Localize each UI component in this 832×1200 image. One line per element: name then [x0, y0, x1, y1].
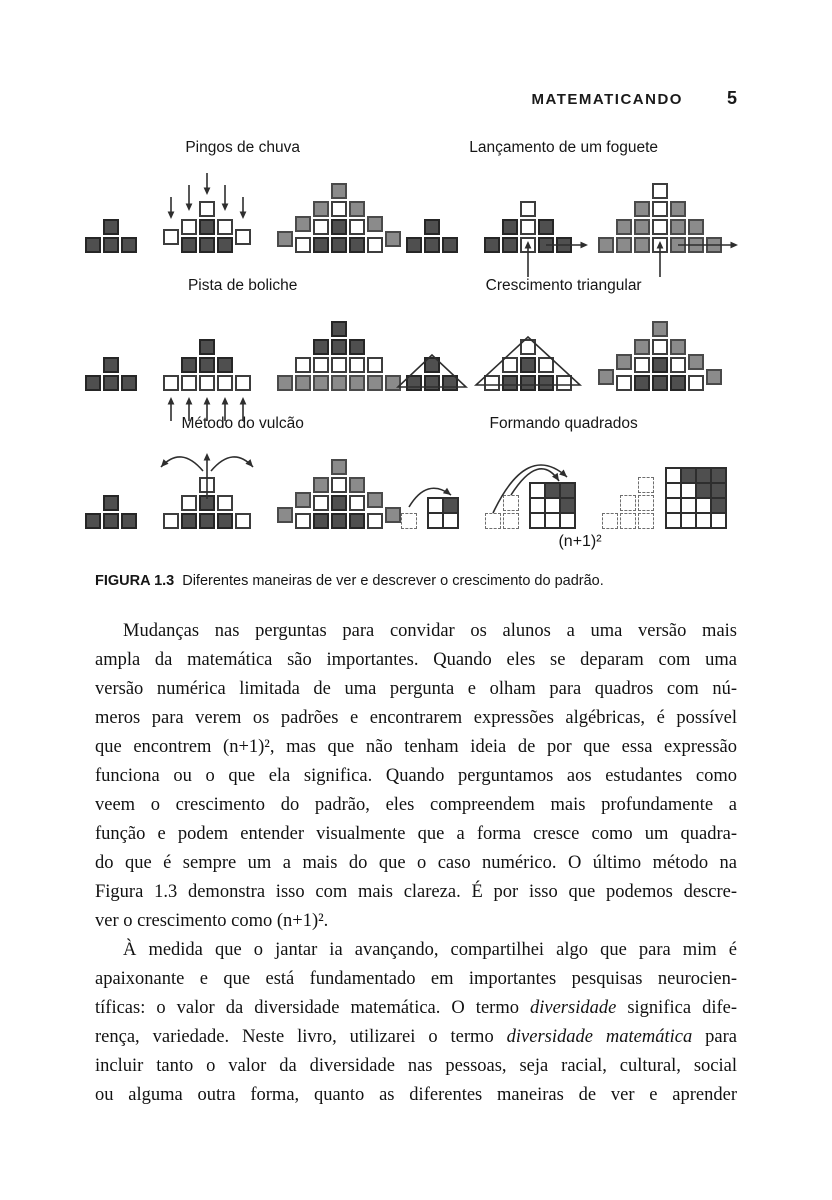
- pattern-cell: [181, 513, 197, 529]
- arrow-head-icon: [239, 397, 246, 405]
- grid-cell: [681, 468, 696, 483]
- curved-arrow-icon: [161, 457, 203, 471]
- pattern-cell: [349, 495, 365, 511]
- pattern-cell: [85, 375, 101, 391]
- panel-title: Pingos de chuva: [185, 139, 300, 156]
- body-text: incluir tanto o valor da diversidade nas pessoas, seja racial, cultural, social: [95, 1056, 737, 1076]
- pattern-cell: [313, 375, 329, 391]
- pattern-cell: [103, 357, 119, 373]
- grid-cell: [711, 468, 726, 483]
- arrow-head-icon: [167, 397, 174, 405]
- pattern-cell: [331, 375, 347, 391]
- pattern-cell: [616, 219, 632, 235]
- pattern-cell: [670, 357, 686, 373]
- pattern-stage: [484, 201, 572, 253]
- grid-cell: [696, 468, 711, 483]
- pattern-cell: [199, 357, 215, 373]
- pattern-cell: [385, 231, 401, 247]
- pattern-cell-dashed: [503, 513, 519, 529]
- italic-text: diversidade: [530, 998, 617, 1018]
- panel-title: Crescimento triangular: [485, 277, 642, 294]
- grid-cell: [545, 513, 560, 528]
- pattern-cell: [688, 375, 704, 391]
- pattern-cell: [331, 237, 347, 253]
- grid-cell: [530, 483, 545, 498]
- pattern-cell: [121, 375, 137, 391]
- grid-cell: [443, 498, 458, 513]
- grid-cell: [666, 468, 681, 483]
- pattern-cell: [331, 339, 347, 355]
- grid-cell: [711, 483, 726, 498]
- pattern-cell: [235, 375, 251, 391]
- pattern-cell: [520, 339, 536, 355]
- pattern-cell: [295, 513, 311, 529]
- pattern-cell: [85, 237, 101, 253]
- grid-cell: [681, 483, 696, 498]
- body-text: Mudanças nas perguntas para convidar os alunos a uma versão mais: [123, 621, 737, 641]
- formula-label: (n+1)²: [558, 533, 602, 550]
- curved-arrow-icon: [211, 457, 253, 471]
- pattern-cell: [484, 375, 500, 391]
- pattern-cell: [442, 375, 458, 391]
- pattern-cell: [199, 219, 215, 235]
- pattern-cell: [424, 375, 440, 391]
- pattern-stage: [406, 219, 458, 253]
- pattern-cell: [538, 375, 554, 391]
- body-text: funciona ou o que ela significa. Quando perguntamos aos estudantes como: [95, 766, 737, 786]
- text-line: [95, 1081, 737, 1110]
- pattern-cell: [442, 237, 458, 253]
- pattern-cell: [385, 507, 401, 523]
- pattern-cell: [634, 237, 650, 253]
- grid-cell: [681, 513, 696, 528]
- pattern-cell: [634, 201, 650, 217]
- pattern-cell: [277, 375, 293, 391]
- pattern-cell: [502, 357, 518, 373]
- pattern-cell: [103, 237, 119, 253]
- pattern-cell: [652, 357, 668, 373]
- figure-panel: [85, 415, 401, 529]
- text-line: [95, 907, 737, 936]
- arrow-head-icon: [443, 488, 451, 495]
- pattern-cell: [331, 321, 347, 337]
- pattern-cell: [103, 375, 119, 391]
- pattern-cell-dashed: [401, 513, 417, 529]
- panel-title: Lançamento de um foguete: [469, 139, 658, 156]
- pattern-stage: [85, 495, 137, 529]
- pattern-cell: [163, 375, 179, 391]
- pattern-cell: [235, 229, 251, 245]
- pattern-cell: [616, 354, 632, 370]
- pattern-cell: [349, 513, 365, 529]
- pattern-cell: [670, 339, 686, 355]
- text-line: [95, 733, 737, 762]
- pattern-cell: [538, 237, 554, 253]
- body-text: ver o crescimento como (n+1)².: [95, 911, 329, 931]
- pattern-cell: [520, 201, 536, 217]
- square-grid: [427, 497, 459, 529]
- pattern-cell: [163, 513, 179, 529]
- pattern-stage: [406, 357, 458, 391]
- square-grid: [665, 467, 727, 529]
- pattern-cell: [85, 513, 101, 529]
- grid-cell: [666, 513, 681, 528]
- pattern-cell: [277, 231, 293, 247]
- italic-text: diversidade matemática: [506, 1027, 693, 1047]
- pattern-cell: [520, 219, 536, 235]
- page-number: 5: [726, 88, 737, 108]
- pattern-stage: [485, 477, 576, 529]
- pattern-cell: [331, 459, 347, 475]
- pattern-cell: [199, 375, 215, 391]
- pattern-cell: [163, 229, 179, 245]
- pattern-cell: [295, 357, 311, 373]
- pattern-cell-dashed: [638, 513, 654, 529]
- pattern-cell: [652, 339, 668, 355]
- panel-title: Formando quadrados: [489, 415, 638, 432]
- pattern-cell: [103, 513, 119, 529]
- pattern-cell: [502, 219, 518, 235]
- text-line: [95, 965, 737, 994]
- pattern-cell: [277, 507, 293, 523]
- pattern-cell: [331, 201, 347, 217]
- grid-cell: [428, 498, 443, 513]
- panel-stages: [85, 183, 401, 253]
- pattern-cell: [424, 237, 440, 253]
- body-text: Figura 1.3 demonstra isso com mais clareza. É por isso que podemos descre-: [95, 882, 737, 902]
- text-line: [95, 675, 737, 704]
- pattern-cell-dashed: [503, 495, 519, 511]
- pattern-cell: [670, 237, 686, 253]
- pattern-stage: [163, 201, 251, 253]
- pattern-cell: [199, 237, 215, 253]
- pattern-cell: [349, 477, 365, 493]
- pattern-cell: [706, 369, 722, 385]
- pattern-cell: [181, 237, 197, 253]
- pattern-cell: [538, 219, 554, 235]
- grid-cell: [443, 513, 458, 528]
- pattern-cell: [331, 219, 347, 235]
- pattern-cell: [688, 219, 704, 235]
- pattern-cell: [670, 219, 686, 235]
- running-head: MATEMATICANDO: [531, 91, 683, 108]
- arrow-head-icon: [203, 188, 210, 196]
- pattern-stage: [602, 459, 727, 529]
- pattern-cell: [295, 375, 311, 391]
- pattern-cell: [199, 339, 215, 355]
- pattern-cell: [367, 375, 383, 391]
- pattern-cell: [367, 492, 383, 508]
- pattern-stage: [277, 183, 401, 253]
- panel-title: Método do vulcão: [181, 415, 304, 432]
- pattern-stage: [85, 219, 137, 253]
- grid-cell: [545, 483, 560, 498]
- grid-cell: [530, 498, 545, 513]
- pattern-cell: [688, 237, 704, 253]
- pattern-cell: [217, 357, 233, 373]
- square-grid: [529, 482, 576, 529]
- pattern-cell: [556, 237, 572, 253]
- grid-cell: [545, 498, 560, 513]
- pattern-cell: [313, 495, 329, 511]
- pattern-cell: [634, 339, 650, 355]
- arrow-head-icon: [552, 473, 559, 481]
- grid-cell: [711, 498, 726, 513]
- pattern-cell: [424, 357, 440, 373]
- grid-cell: [530, 513, 545, 528]
- arrow-head-icon: [185, 397, 192, 405]
- pattern-cell: [502, 237, 518, 253]
- body-text: À medida que o jantar ia avançando, compartilhei algo que para mim é: [123, 940, 737, 960]
- pattern-cell: [103, 219, 119, 235]
- pattern-cell: [121, 237, 137, 253]
- figure-caption-text: Diferentes maneiras de ver e descrever o crescimento do padrão.: [182, 573, 604, 589]
- grid-cell: [666, 498, 681, 513]
- pattern-cell: [670, 201, 686, 217]
- pattern-cell: [367, 216, 383, 232]
- figure-caption: [95, 573, 737, 589]
- text-line: [95, 762, 737, 791]
- text-line: [95, 1052, 737, 1081]
- pattern-cell: [349, 201, 365, 217]
- pattern-cell: [349, 375, 365, 391]
- body-text: ou alguma outra forma, quanto as diferentes maneiras de ver e aprender: [95, 1085, 737, 1105]
- pattern-stage: [598, 321, 722, 391]
- panel-stages: [406, 321, 722, 391]
- page-header: [95, 88, 737, 109]
- body-text: tíficas: o valor da diversidade matemática. O termo: [95, 998, 530, 1018]
- pattern-cell-dashed: [485, 513, 501, 529]
- text-line: [95, 820, 737, 849]
- pattern-cell-dashed: [638, 495, 654, 511]
- grid-cell: [696, 498, 711, 513]
- pattern-cell: [313, 357, 329, 373]
- pattern-cell: [520, 375, 536, 391]
- grid-cell: [560, 498, 575, 513]
- text-line: [95, 617, 737, 646]
- arrow-head-icon: [161, 459, 169, 467]
- pattern-stage: [85, 357, 137, 391]
- pattern-cell-dashed: [638, 477, 654, 493]
- panel-stages: [401, 459, 727, 529]
- pattern-cell: [217, 237, 233, 253]
- body-text: função e podem entender visualmente que a forma cresce como um quadra-: [95, 824, 737, 844]
- pattern-cell: [616, 375, 632, 391]
- pattern-stage: [277, 459, 401, 529]
- pattern-stage: [163, 477, 251, 529]
- grid-cell: [560, 513, 575, 528]
- pattern-cell: [181, 495, 197, 511]
- arrow-head-icon: [221, 204, 228, 212]
- pattern-cell: [349, 339, 365, 355]
- body-text: que encontrem (n+1)², mas que não tenham ideia de por que essa expressão: [95, 737, 737, 757]
- text-line: [95, 646, 737, 675]
- pattern-cell: [538, 357, 554, 373]
- pattern-cell-dashed: [620, 495, 636, 511]
- pattern-cell: [616, 237, 632, 253]
- pattern-cell: [331, 495, 347, 511]
- pattern-cell: [199, 513, 215, 529]
- figure-panel: [401, 415, 727, 550]
- pattern-cell: [634, 357, 650, 373]
- pattern-cell: [652, 237, 668, 253]
- pattern-cell: [313, 477, 329, 493]
- grid-cell: [428, 513, 443, 528]
- pattern-cell: [181, 219, 197, 235]
- pattern-cell: [406, 237, 422, 253]
- body-text: rença, variedade. Neste livro, utilizarei o termo: [95, 1027, 507, 1047]
- pattern-cell: [706, 237, 722, 253]
- grid-cell: [711, 513, 726, 528]
- figure-panel: [406, 139, 722, 253]
- pattern-cell: [295, 237, 311, 253]
- pattern-cell: [406, 375, 422, 391]
- pattern-cell: [556, 375, 572, 391]
- pattern-cell: [634, 219, 650, 235]
- pattern-cell: [331, 357, 347, 373]
- pattern-cell: [652, 201, 668, 217]
- body-text: apaixonante e que está fundamentado em importantes pesquisas neurocien-: [95, 969, 737, 989]
- body-text: para: [692, 1027, 737, 1047]
- pattern-cell: [598, 237, 614, 253]
- pattern-stage: [277, 321, 401, 391]
- arrow-head-icon: [203, 453, 210, 461]
- pattern-cell-dashed: [620, 513, 636, 529]
- body-text: do que é sempre um a mais do que o caso numérico. O último método na: [95, 853, 737, 873]
- pattern-cell: [331, 183, 347, 199]
- pattern-cell: [652, 219, 668, 235]
- pattern-stage: [401, 495, 459, 529]
- pattern-cell: [121, 513, 137, 529]
- pattern-cell: [670, 375, 686, 391]
- text-line: [95, 704, 737, 733]
- pattern-cell: [331, 477, 347, 493]
- grid-cell: [560, 483, 575, 498]
- pattern-cell: [217, 375, 233, 391]
- text-line: [95, 936, 737, 965]
- figure-caption-label: FIGURA 1.3: [95, 573, 175, 589]
- pattern-cell: [217, 219, 233, 235]
- pattern-cell: [235, 513, 251, 529]
- pattern-stage: [484, 339, 572, 391]
- arrow-head-icon: [221, 397, 228, 405]
- pattern-cell: [652, 321, 668, 337]
- arrow-head-icon: [245, 459, 253, 467]
- arrow-head-icon: [730, 242, 738, 249]
- pattern-cell: [652, 183, 668, 199]
- panel-stages: [406, 183, 722, 253]
- figure-panel: [85, 139, 401, 253]
- text-line: [95, 791, 737, 820]
- pattern-cell: [349, 219, 365, 235]
- text-line: [95, 1023, 737, 1052]
- body-text: significa dife-: [616, 998, 738, 1018]
- pattern-cell: [520, 357, 536, 373]
- body-text: veem o crescimento do padrão, eles compreendem mais profundamente a: [95, 795, 737, 815]
- pattern-cell: [688, 354, 704, 370]
- pattern-cell: [103, 495, 119, 511]
- pattern-cell: [634, 375, 650, 391]
- arrow-head-icon: [203, 397, 210, 405]
- pattern-cell: [331, 513, 347, 529]
- pattern-cell: [367, 237, 383, 253]
- panel-stages: [85, 321, 401, 391]
- body-text: meros para verem os padrões e encontrarem expressões algébricas, é possível: [95, 708, 737, 728]
- pattern-cell-dashed: [602, 513, 618, 529]
- pattern-cell: [313, 237, 329, 253]
- pattern-cell: [424, 219, 440, 235]
- arrow-head-icon: [580, 242, 588, 249]
- pattern-cell: [652, 375, 668, 391]
- pattern-cell: [199, 495, 215, 511]
- pattern-cell: [367, 357, 383, 373]
- pattern-cell: [217, 495, 233, 511]
- pattern-cell: [181, 357, 197, 373]
- figure-panel: [406, 277, 722, 391]
- arrow-head-icon: [185, 204, 192, 212]
- pattern-cell: [313, 339, 329, 355]
- pattern-figure: [95, 139, 737, 550]
- pattern-cell: [295, 492, 311, 508]
- pattern-cell: [367, 513, 383, 529]
- body-text: ampla da matemática são importantes. Quando eles se deparam com uma: [95, 650, 737, 670]
- panel-title: Pista de boliche: [187, 277, 298, 294]
- figure-panel: [85, 277, 401, 391]
- pattern-cell: [313, 201, 329, 217]
- text-line: [95, 849, 737, 878]
- pattern-cell: [295, 216, 311, 232]
- pattern-cell: [199, 201, 215, 217]
- grid-cell: [666, 483, 681, 498]
- pattern-cell: [313, 513, 329, 529]
- text-line: [95, 994, 737, 1023]
- pattern-cell: [502, 375, 518, 391]
- grid-cell: [681, 498, 696, 513]
- pattern-cell: [520, 237, 536, 253]
- grid-cell: [696, 483, 711, 498]
- text-line: [95, 878, 737, 907]
- pattern-cell: [349, 357, 365, 373]
- pattern-cell: [385, 375, 401, 391]
- pattern-cell: [217, 513, 233, 529]
- body-text: versão numérica limitada de uma pergunta e olham para quadros com nú-: [95, 679, 737, 699]
- pattern-cell: [181, 375, 197, 391]
- body-paragraphs: [95, 617, 737, 1110]
- panel-stages: [85, 459, 401, 529]
- pattern-cell: [598, 369, 614, 385]
- arrow-head-icon: [239, 212, 246, 220]
- pattern-cell: [484, 237, 500, 253]
- pattern-stage: [598, 183, 722, 253]
- pattern-cell: [349, 237, 365, 253]
- pattern-stage: [163, 339, 251, 391]
- pattern-cell: [313, 219, 329, 235]
- grid-cell: [696, 513, 711, 528]
- arrow-head-icon: [167, 212, 174, 220]
- pattern-cell: [199, 477, 215, 493]
- arrow-head-icon: [559, 469, 567, 477]
